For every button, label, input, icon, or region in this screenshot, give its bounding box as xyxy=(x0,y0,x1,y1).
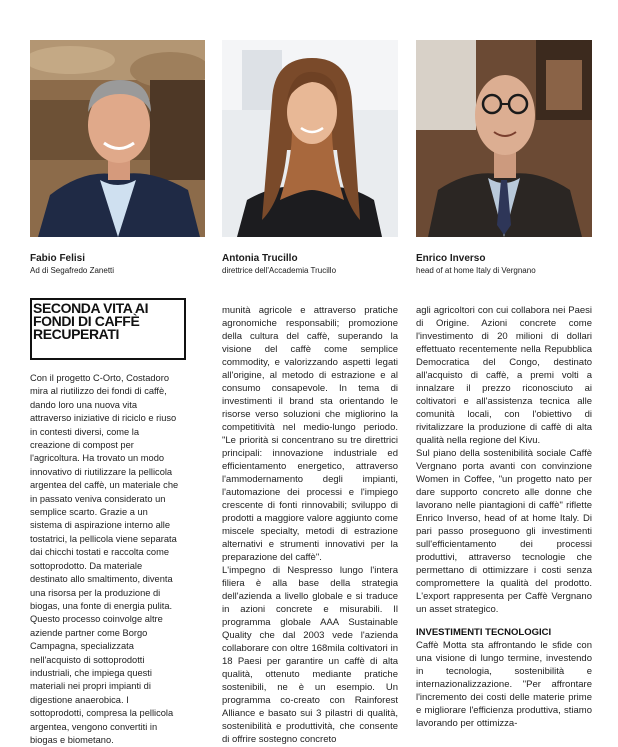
photo-antonia-trucillo xyxy=(222,40,398,237)
middle-column xyxy=(222,304,398,746)
boxed-title xyxy=(30,298,186,360)
title-text: SECONDA VITA AI FONDI DI CAFFÈ RECUPERATI xyxy=(33,300,149,342)
person-name: Enrico Inverso xyxy=(416,253,486,264)
caption-enrico-inverso xyxy=(416,252,606,276)
right-paragraph-3: Caffè Motta sta affrontando le sfide con una visione di lungo termine, investendo in tecnologia, sostenibilità e internazionalizzazione. "Per affrontare l'incremento dei costi delle materie prime e migliorare l'efficienza produttiva, stiamo lavorando per ottimizza- xyxy=(416,640,592,729)
right-column xyxy=(416,304,592,730)
person-role: head of at home Italy di Vergnano xyxy=(416,266,536,275)
person-name: Antonia Trucillo xyxy=(222,253,298,264)
person-role: direttrice dell'Accademia Trucillo xyxy=(222,266,337,275)
caption-fabio-felisi xyxy=(30,252,220,276)
portrait-woman-icon xyxy=(222,40,398,237)
person-role: Ad di Segafredo Zanetti xyxy=(30,266,115,275)
photo-fabio-felisi xyxy=(30,40,205,237)
mid-paragraph-2: L'impegno di Nespresso lungo l'intera filiera è alla base della strategia dell'azienda a livello globale e si traduce in azioni concrete e misurabili. Il programma globale AAA Sustainable Quality che dal 2003 vede l'azienda collaborare con oltre 168mila coltivatori in 18 Paesi per garantire un caffè di alta qualità, ottenuto mediante pratiche sostenibili, ne è un esempio. Un programma co-creato con Rainforest Alliance e basato sui 3 pilastri di qualità, sostenibilità e produttività, che consente di offrire sostegno concreto xyxy=(222,565,398,745)
left-paragraph: Con il progetto C-Orto, Costadoro mira al riutilizzo dei fondi di caffè, dando loro una nuova vita attraverso iniziative di riciclo e riuso in contesti diversi, come la creazione di compost per l'agricoltura. Ha trovato un modo innovativo di riutilizzare la pellicola argentea del caffè, un materiale che in passato veniva considerato un semplice scarto. Grazie a un sistema di aspirazione interno alle tostatrici, la pellicola viene separata dai chicchi tostati e raccolta come sottoprodotto. Da materiale destinato allo smaltimento, diventa una risorsa per la produzione di biogas, una fonte di energia pulita. Questo processo coinvolge altre aziende partner come Borgo Campagna, specializzata nell'acquisto di sottoprodotti industriali, che impiega questi materiali nei propri impianti di digestione anaerobica. I sottoprodotti, compresa la pellicola argentea, vengono convertiti in biogas e biometano. xyxy=(30,373,179,745)
person-name: Fabio Felisi xyxy=(30,253,86,264)
right-paragraph-1: agli agricoltori con cui collabora nei Paesi di Origine. Azioni concrete come l'investimento di 20 milioni di dollari effettuato recentemente nella Repubblica Democratica del Congo, destinato all'acquisto di caffè, a premi volti a innalzare il prezzo riconosciuto ai coltivatori e all'assistenza tecnica alle comunità locali, con l'obiettivo di rivitalizzare la produzione di caffè di alta qualità nella regione del Kivu. xyxy=(416,305,592,446)
section-subheading: INVESTIMENTI TECNOLOGICI xyxy=(416,627,552,638)
left-column xyxy=(30,372,180,747)
caption-antonia-trucillo xyxy=(222,252,412,276)
mid-paragraph-1: munità agricole e attraverso pratiche agronomiche responsabili; promozione della cultura del caffè, superando la visione del caffè come semplice commodity, e valorizzando aspetti legati all'origine, al metodo di estrazione e al consumo consapevole. In tema di investimenti il brand sta orientando le risorse verso soluzioni che migliorino la competitività nel medio-lungo periodo. "Le priorità si concentrano su tre direttrici principali: innovazione industriale ed efficientamento energetico, attraverso l'ammodernamento degli impianti, l'automazione dei processi e l'impiego crescente di fonti rinnovabili; sviluppo di prodotti a maggiore valore aggiunto come miscele specialty, metodi di estrazione alternativi e strumenti innovativi per la preparazione del caffè". xyxy=(222,305,398,563)
portrait-man-suit-icon xyxy=(30,40,205,237)
photo-enrico-inverso xyxy=(416,40,592,237)
portrait-man-glasses-icon xyxy=(416,40,592,237)
right-paragraph-2: Sul piano della sostenibilità sociale Caffè Vergnano porta avanti con convinzione Women in Coffee, "un progetto nato per dare supporto concreto alle donne che lavorano nelle piantagioni di caffè" riflette Enrico Inverso, head of at home Italy. Di pari passo proseguono gli investimenti sull'efficientamento dei processi produttivi, attraverso tecnologie che permettano di ottimizzare i costi senza compromettere la qualità del prodotto. L'export rappresenta per Caffè Vergnano un asset strategico. xyxy=(416,448,592,615)
